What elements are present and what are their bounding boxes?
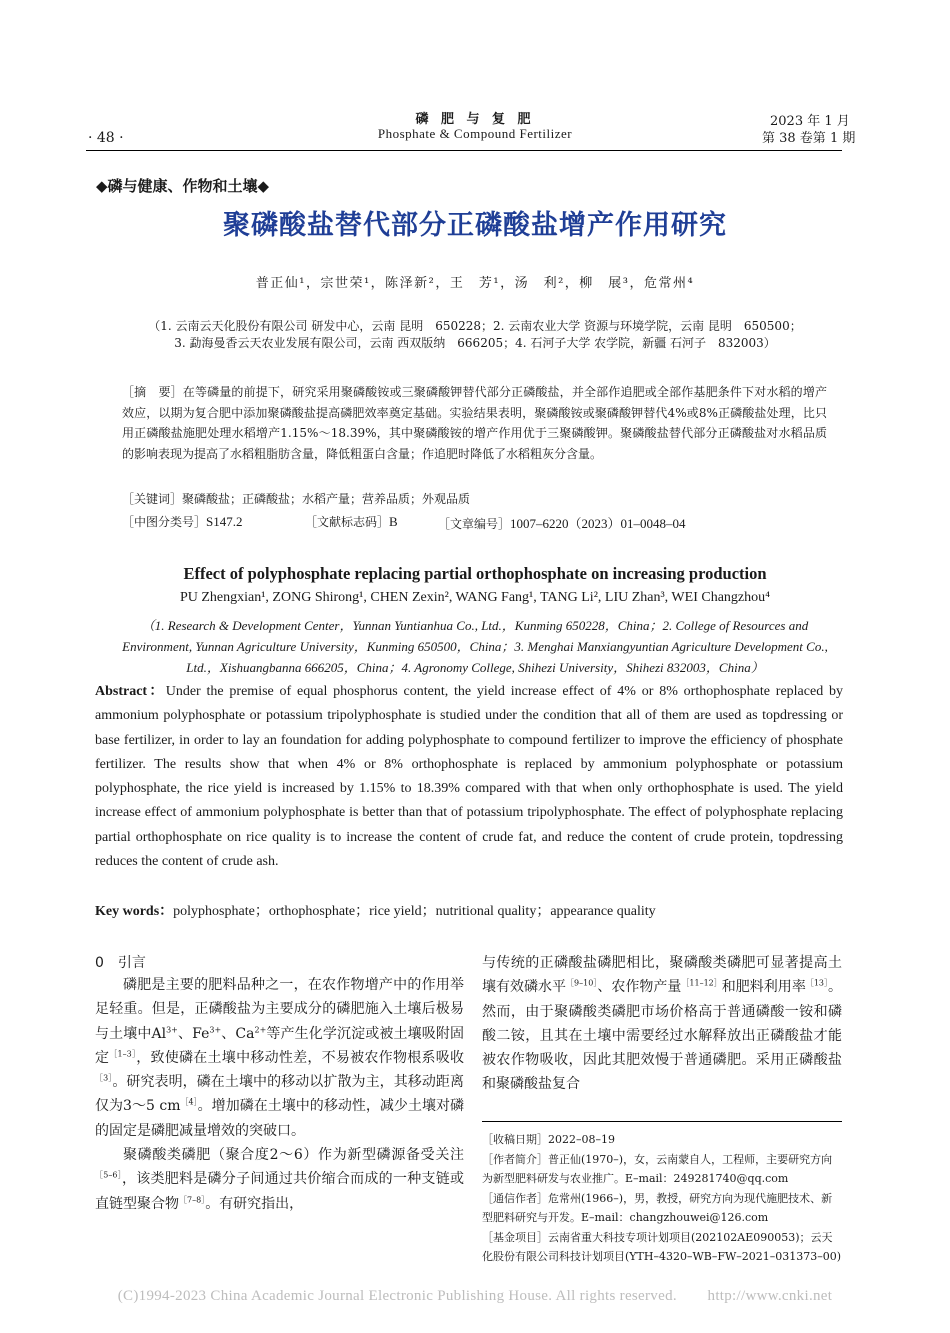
issue-date: 2023 年 1 月	[770, 114, 850, 129]
affiliation-line-2: 3. 勐海曼香云天农业发展有限公司，云南 西双版纳 666205；4. 石河子大学 农学院，新疆 石河子 832003）	[174, 336, 776, 350]
article-title-en: Effect of polyphosphate replacing partial orthophosphate on increasing production	[183, 564, 767, 583]
affiliation-en-line-3: Ltd.，Xishuangbanna 666205，China；4. Agronomy College, Shihezi University，Shihezi 832003，China）	[186, 660, 764, 675]
journal-name-cn: 磷 肥 与 复 肥	[415, 112, 535, 127]
citation: ［1–3］	[109, 1049, 137, 1059]
footnote-received: ［收稿日期］2022–08–19	[482, 1133, 615, 1146]
citation: ［13］	[805, 978, 829, 988]
abstract-cn-text: 在等磷量的前提下，研究采用聚磷酸铵或三聚磷酸钾替代部分正磷酸盐，并全部作追肥或全部作基肥条件下对水稻的增产效应，以期为复合肥中添加聚磷酸盐提高磷肥效率奠定基础。实验结果表明，聚磷酸铵或聚磷酸钾替代4%或8%正磷酸盐处理，比只用正磷酸盐施肥处理水稻增产1.15%～18.39%，其中聚磷酸铵的增产作用优于三聚磷酸钾。聚磷酸盐替代部分正磷酸盐对水稻品质的影响表现为提高了水稻粗脂肪含量，降低粗蛋白含量；作追肥时降低了水稻粗灰分含量。	[122, 385, 827, 461]
keywords-cn-text: 聚磷酸盐；正磷酸盐；水稻产量；营养品质；外观品质	[182, 492, 471, 506]
abstract-en-text: Under the premise of equal phosphorus content, the yield increase effect of 4% or 8% orthophosphate replaced by ammonium polyphosphate or potassium tripolyphosphate is studied under the condition that all of them are used as topdressing or base fertilizer, in order to lay an foundation for adding polyphosphate to compound fertilizer to improve the efficiency of phosphate fertilizer. The results show that when 4% or 8% orthophosphate is replaced by ammonium polyphosphate or potassium polyphosphate, the rice yield is increased by 1.15% to 18.39% compared with that when only orthophosphate is used. The yield increase effect of ammonium polyphosphate is better than that of potassium tripolyphosphate. The effect of polyphosphate replacing partial orthophosphate on rice quality is to increase the content of crude fat, and reduce the content of crude protein, topdressing reduces the content of crude ash.	[95, 684, 844, 870]
article-title: 聚磷酸盐替代部分正磷酸盐增产作用研究	[223, 210, 727, 241]
citation: ［4］	[180, 1097, 198, 1107]
affiliations-cn	[100, 318, 850, 352]
header-rule	[86, 150, 842, 151]
doc-value: B	[389, 514, 398, 529]
citation: ［9–10］	[566, 978, 598, 988]
abstract-en: Abstract：Under the premise of equal phosphorus content, the yield increase effect of 4% or 8% orthophosphate replaced by ammonium polyphosphate or potassium tripolyphosphate is studied under the condition that all of them are used as topdressing or base fertilizer, in order to lay an foundation for adding polyphosphate to compound fertilizer to improve the efficiency of phosphate fertilizer. The results show that when 4% or 8% orthophosphate is replaced by ammonium polyphosphate or potassium polyphosphate, the rice yield is increased by 1.15% to 18.39% compared with that when only orthophosphate is used. The yield increase effect of ammonium polyphosphate is better than that of potassium tripolyphosphate. The effect of polyphosphate replacing partial orthophosphate on rice quality is to increase the content of crude fat, and reduce the content of crude protein, topdressing reduces the content of crude ash.	[95, 684, 844, 870]
intro-heading: 0 引言	[95, 955, 146, 971]
clc-value: S147.2	[206, 514, 243, 529]
authors-cn: 普正仙¹，宗世荣¹，陈泽新²，王 芳¹，汤 利²，柳 展³，危常州⁴	[255, 276, 695, 291]
citation: ［5–6］	[95, 1170, 122, 1180]
intro-paragraph-2: 聚磷酸类磷肥（聚合度2～6）作为新型磷源备受关注$^{[5-6]}$，该类肥料是磷分子间通过共价缩合而成的一种支链或直链型聚合物$^{[7-8]}$。有研究指出，	[95, 1147, 464, 1212]
article-value: 1007–6220（2023）01–0048–04	[510, 516, 686, 531]
footnote-rule	[482, 1121, 842, 1122]
abstract-cn-label: ［摘 要］	[122, 385, 183, 399]
intro-paragraph-2-cont: 与传统的正磷酸盐磷肥相比，聚磷酸类磷肥可显著提高土壤有效磷水平$^{[9-10]}$、农作物产量$^{[11-12]}$和肥料利用率$^{[13]}$。然而，由于聚磷酸类磷肥市场价格高于普通磷酸一铵和磷酸二铵，且其在土壤中需要经过水解释放出正磷酸盐才能被农作物吸收，因此其肥效慢于普通磷肥。采用正磷酸盐和聚磷酸盐复合	[482, 955, 843, 1093]
affiliation-en-line-2: Environment, Yunnan Agriculture University，Kunming 650500，China；3. Menghai Manxiangyuntian Agriculture Development Co.,	[122, 639, 828, 654]
section-label: ◆磷与健康、作物和土壤◆	[96, 177, 270, 195]
footnote-author: ［作者简介］普正仙(1970–)，女，云南蒙自人，工程师，主要研究方向为新型肥料研发与农业推广。E–mail：249281740@qq.com	[482, 1152, 833, 1185]
keywords-cn-label: ［关键词］	[122, 492, 183, 506]
journal-name-en: Phosphate & Compound Fertilizer	[377, 126, 573, 141]
copyright-watermark: (C)1994-2023 China Academic Journal Electronic Publishing House. All rights reserved. http://www.cnki.net	[117, 1288, 833, 1304]
citation: ［7–8］	[179, 1195, 206, 1205]
body-column-right	[482, 951, 842, 1097]
footnote-corresponding: ［通信作者］危常州(1966–)，男，教授，研究方向为现代施肥技术、新型肥料研究与开发。E–mail：changzhouwei@126.com	[482, 1191, 833, 1224]
affiliation-en-line-1: （1. Research & Development Center，Yunnan Yuntianhua Co., Ltd.，Kunming 650228，China；2. College of Resources and	[141, 618, 809, 633]
keywords-cn	[122, 490, 470, 507]
authors-en: PU Zhengxian¹, ZONG Shirong¹, CHEN Zexin², WANG Fang¹, TANG Li², LIU Zhan³, WEI Changzhou⁴	[179, 590, 771, 605]
doc-label: ［文献标志码］	[305, 515, 390, 529]
keywords-en-label: Key words	[95, 904, 160, 919]
affiliations-en	[95, 615, 855, 678]
clc-label: ［中图分类号］	[122, 515, 207, 529]
abstract-en-label: Abstract	[95, 684, 148, 699]
footnote-funding: ［基金项目］云南省重大科技专项计划项目(202102AE090053)；云天化股份有限公司科技计划项目(YTH–4320–WB–FW–2021–031373–00)	[482, 1230, 842, 1263]
abstract-cn	[122, 382, 827, 464]
doc-code	[305, 513, 398, 530]
keywords-en: Key words：polyphosphate；orthophosphate；rice yield；nutritional quality；appearance quality	[95, 904, 656, 919]
citation: ［11–12］	[681, 978, 722, 988]
body-column-left	[95, 973, 464, 1216]
keywords-en-text: polyphosphate；orthophosphate；rice yield；nutritional quality；appearance quality	[173, 904, 656, 919]
issue-volume: 第 38 卷第 1 期	[762, 131, 856, 146]
page-number: · 48 ·	[88, 130, 124, 146]
article-number	[438, 513, 686, 532]
affiliation-line-1: （1. 云南云天化股份有限公司 研发中心，云南 昆明 650228；2. 云南农业大学 资源与环境学院，云南 昆明 650500；	[148, 319, 802, 333]
classification-line	[122, 513, 243, 530]
citation: ［3］	[95, 1073, 113, 1083]
article-label: ［文章编号］	[438, 517, 511, 531]
intro-paragraph-1: 磷肥是主要的肥料品种之一，在农作物增产中的作用举足轻重。但是，正磷酸盐为主要成分的磷肥施入土壤后极易与土壤中$Al^{3+}$、$Fe^{3+}$、$Ca^{2+}$等产生化学沉淀或被土壤吸附固定$^{[1-3]}$，致使磷在土壤中移动性差，不易被农作物根系吸收$^{[3]}$。研究表明，磷在土壤中的移动以扩散为主，其移动距离仅为3～5 $cm^{[4]}$。增加磷在土壤中的移动性，减少土壤对磷的固定是磷肥减量增效的突破口。	[95, 977, 465, 1139]
footnotes	[482, 1130, 842, 1267]
